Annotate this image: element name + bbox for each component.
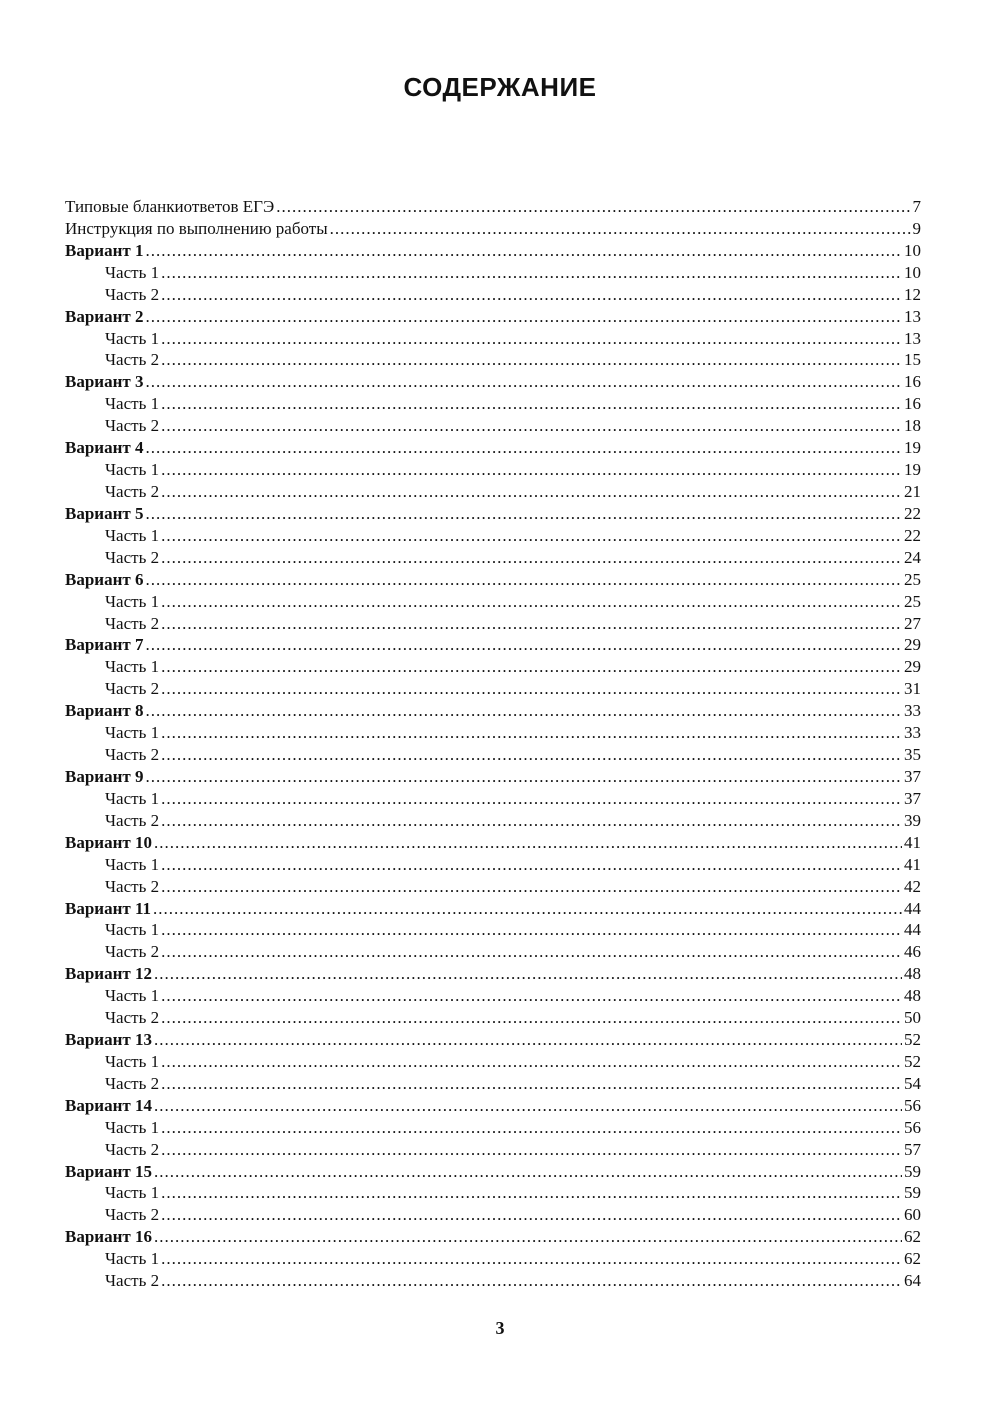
toc-part-entry[interactable] [65, 1270, 921, 1292]
toc-entry-page: 37 [904, 788, 921, 808]
toc-entry-label: Часть 1 [105, 525, 160, 545]
toc-dot-leader [161, 262, 902, 284]
toc-entry-page: 52 [904, 1051, 921, 1071]
toc-entry-label: Вариант 12 [65, 964, 152, 984]
toc-entry-label: Часть 1 [105, 1249, 160, 1269]
toc-dot-leader [153, 898, 902, 920]
toc-entry-label: Вариант 11 [65, 898, 152, 918]
toc-dot-leader [161, 591, 902, 613]
toc-entry[interactable] [65, 218, 921, 240]
toc-entry-page: 10 [904, 240, 921, 260]
toc-entry-label: Вариант 4 [65, 438, 144, 458]
toc-variant-entry[interactable] [65, 240, 921, 262]
toc-part-entry[interactable] [65, 744, 921, 766]
toc-dot-leader [145, 371, 902, 393]
toc-dot-leader [161, 284, 902, 306]
toc-entry-label: Вариант 5 [65, 503, 144, 523]
toc-entry-label: Вариант 2 [65, 306, 144, 326]
toc-dot-leader [161, 328, 902, 350]
toc-part-entry[interactable] [65, 722, 921, 744]
toc-entry-page: 16 [904, 372, 921, 392]
toc-part-entry[interactable] [65, 591, 921, 613]
toc-variant-entry[interactable] [65, 963, 921, 985]
toc-entry-label: Часть 2 [105, 1205, 160, 1225]
toc-dot-leader [276, 196, 910, 218]
page-number: 3 [495, 1318, 505, 1338]
toc-dot-leader [161, 459, 902, 481]
toc-entry-page: 33 [904, 701, 921, 721]
toc-entry-page: 33 [904, 723, 921, 743]
toc-entry-label: Часть 2 [105, 810, 160, 830]
toc-variant-entry[interactable] [65, 832, 921, 854]
toc-entry-page: 15 [904, 350, 921, 370]
toc-dot-leader [145, 503, 902, 525]
toc-dot-leader [161, 1204, 902, 1226]
toc-entry-page: 44 [904, 898, 921, 918]
toc-entry-label: Часть 1 [105, 1051, 160, 1071]
toc-entry-label: Вариант 10 [65, 832, 152, 852]
toc-variant-entry[interactable] [65, 1161, 921, 1183]
toc-part-entry[interactable] [65, 393, 921, 415]
toc-part-entry[interactable] [65, 656, 921, 678]
toc-entry-label: Вариант 14 [65, 1095, 152, 1115]
toc-entry-label: Часть 1 [105, 986, 160, 1006]
toc-entry-label: Часть 2 [105, 745, 160, 765]
toc-entry-page: 46 [904, 942, 921, 962]
toc-entry-page: 10 [904, 262, 921, 282]
toc-dot-leader [161, 722, 902, 744]
toc-dot-leader [154, 1161, 902, 1183]
toc-dot-leader [161, 1248, 902, 1270]
toc-entry-page: 29 [904, 635, 921, 655]
toc-entry-label: Часть 1 [105, 1117, 160, 1137]
toc-variant-entry[interactable] [65, 766, 921, 788]
toc-variant-entry[interactable] [65, 503, 921, 525]
toc-entry-page: 41 [904, 832, 921, 852]
toc-entry-page: 25 [904, 591, 921, 611]
toc-part-entry[interactable] [65, 919, 921, 941]
toc-entry-page: 60 [904, 1205, 921, 1225]
toc-entry-label: Часть 1 [105, 328, 160, 348]
page-title: СОДЕРЖАНИЕ [403, 72, 597, 102]
toc-entry-label: Вариант 16 [65, 1227, 152, 1247]
toc-part-entry[interactable] [65, 349, 921, 371]
toc-entry-label: Часть 1 [105, 591, 160, 611]
toc-entry-label: Вариант 15 [65, 1161, 152, 1181]
toc-entry-page: 39 [904, 810, 921, 830]
toc-dot-leader [161, 678, 902, 700]
toc-dot-leader [161, 810, 902, 832]
toc-entry-page: 64 [904, 1271, 921, 1291]
toc-dot-leader [161, 656, 902, 678]
toc-entry-label: Вариант 6 [65, 569, 144, 589]
toc-entry-label: Часть 1 [105, 394, 160, 414]
toc-entry-page: 56 [904, 1095, 921, 1115]
toc-entry-page: 16 [904, 394, 921, 414]
toc-part-entry[interactable] [65, 1139, 921, 1161]
toc-entry-page: 44 [904, 920, 921, 940]
toc-dot-leader [161, 854, 902, 876]
toc-dot-leader [161, 525, 902, 547]
toc-part-entry[interactable] [65, 613, 921, 635]
toc-entry-page: 42 [904, 876, 921, 896]
toc-part-entry[interactable] [65, 262, 921, 284]
toc-entry-label: Вариант 9 [65, 766, 144, 786]
toc-entry-label: Часть 2 [105, 416, 160, 436]
toc-dot-leader [161, 1007, 902, 1029]
toc-entry-page: 54 [904, 1073, 921, 1093]
toc-part-entry[interactable] [65, 788, 921, 810]
toc-part-entry[interactable] [65, 1051, 921, 1073]
toc-entry-label: Часть 2 [105, 942, 160, 962]
toc-part-entry[interactable] [65, 1182, 921, 1204]
toc-entry-label: Часть 1 [105, 788, 160, 808]
toc-dot-leader [161, 613, 902, 635]
toc-entry-page: 21 [904, 481, 921, 501]
toc-entry-label: Часть 1 [105, 262, 160, 282]
toc-part-entry[interactable] [65, 525, 921, 547]
toc-entry-label: Часть 2 [105, 679, 160, 699]
toc-dot-leader [145, 240, 902, 262]
toc-entry-label: Часть 1 [105, 920, 160, 940]
toc-dot-leader [161, 415, 902, 437]
toc-entry-page: 48 [904, 986, 921, 1006]
toc-variant-entry[interactable] [65, 437, 921, 459]
toc-variant-entry[interactable] [65, 569, 921, 591]
toc-entry-label: Вариант 8 [65, 701, 144, 721]
toc-entry-label: Часть 1 [105, 1183, 160, 1203]
toc-entry-page: 48 [904, 964, 921, 984]
toc-entry-page: 41 [904, 854, 921, 874]
toc-dot-leader [330, 218, 911, 240]
toc-dot-leader [161, 744, 902, 766]
toc-entry-label: Часть 2 [105, 1271, 160, 1291]
toc-entry-page: 29 [904, 657, 921, 677]
toc-dot-leader [145, 766, 902, 788]
toc-dot-leader [161, 1270, 902, 1292]
toc-entry-page: 24 [904, 547, 921, 567]
toc-dot-leader [154, 832, 902, 854]
toc-entry-page: 62 [904, 1249, 921, 1269]
toc-dot-leader [161, 481, 902, 503]
toc-entry-page: 13 [904, 306, 921, 326]
toc-entry-label: Часть 2 [105, 1008, 160, 1028]
toc-dot-leader [161, 349, 902, 371]
toc-entry-label: Часть 1 [105, 723, 160, 743]
toc-entry-label: Инструкция по выполнению работы [65, 218, 328, 238]
toc-part-entry[interactable] [65, 1117, 921, 1139]
toc-part-entry[interactable] [65, 985, 921, 1007]
toc-part-entry[interactable] [65, 459, 921, 481]
toc-entry-label: Вариант 1 [65, 240, 144, 260]
toc-variant-entry[interactable] [65, 634, 921, 656]
toc-part-entry[interactable] [65, 941, 921, 963]
toc-entry-label: Вариант 13 [65, 1030, 152, 1050]
toc-dot-leader [145, 634, 902, 656]
toc-entry-page: 22 [904, 525, 921, 545]
toc-entry-page: 19 [904, 438, 921, 458]
toc-dot-leader [145, 700, 902, 722]
toc-part-entry[interactable] [65, 1007, 921, 1029]
toc-dot-leader [161, 1182, 902, 1204]
toc-entry-label: Часть 2 [105, 547, 160, 567]
toc-dot-leader [154, 1095, 902, 1117]
toc-entry-label: Часть 2 [105, 613, 160, 633]
toc-dot-leader [145, 437, 902, 459]
toc-dot-leader [161, 941, 902, 963]
toc-dot-leader [161, 393, 902, 415]
toc-dot-leader [161, 547, 902, 569]
toc-entry-page: 50 [904, 1008, 921, 1028]
toc-entry-page: 52 [904, 1030, 921, 1050]
toc-entry-page: 12 [904, 284, 921, 304]
toc-dot-leader [154, 1226, 902, 1248]
toc-entry-page: 18 [904, 416, 921, 436]
toc-entry-page: 31 [904, 679, 921, 699]
toc-dot-leader [161, 985, 902, 1007]
toc-entry-label: Часть 2 [105, 1139, 160, 1159]
toc-variant-entry[interactable] [65, 306, 921, 328]
toc-entry-page: 56 [904, 1117, 921, 1137]
toc-part-entry[interactable] [65, 1073, 921, 1095]
toc-dot-leader [145, 306, 902, 328]
toc-dot-leader [161, 1117, 902, 1139]
toc-dot-leader [161, 1139, 902, 1161]
toc-variant-entry[interactable] [65, 1095, 921, 1117]
toc-entry-label: Часть 1 [105, 657, 160, 677]
toc-part-entry[interactable] [65, 547, 921, 569]
table-of-contents [65, 196, 921, 1292]
toc-entry-label: Часть 2 [105, 876, 160, 896]
toc-entry[interactable] [65, 196, 921, 218]
toc-part-entry[interactable] [65, 854, 921, 876]
toc-entry-page: 25 [904, 569, 921, 589]
toc-dot-leader [145, 569, 902, 591]
toc-entry-label: Часть 1 [105, 854, 160, 874]
toc-entry-page: 13 [904, 328, 921, 348]
toc-dot-leader [161, 876, 902, 898]
toc-entry-label: Часть 2 [105, 1073, 160, 1093]
toc-part-entry[interactable] [65, 678, 921, 700]
toc-part-entry[interactable] [65, 415, 921, 437]
toc-dot-leader [154, 1029, 902, 1051]
toc-entry-label: Часть 2 [105, 350, 160, 370]
toc-entry-page: 19 [904, 460, 921, 480]
toc-dot-leader [161, 788, 902, 810]
toc-entry-page: 35 [904, 745, 921, 765]
toc-entry-label: Вариант 7 [65, 635, 144, 655]
toc-variant-entry[interactable] [65, 898, 921, 920]
toc-entry-label: Типовые бланкиответов ЕГЭ [65, 197, 275, 216]
toc-dot-leader [161, 1051, 902, 1073]
toc-part-entry[interactable] [65, 481, 921, 503]
toc-entry-page: 22 [904, 503, 921, 523]
toc-entry-page: 27 [904, 613, 921, 633]
toc-entry-page: 59 [904, 1183, 921, 1203]
toc-variant-entry[interactable] [65, 371, 921, 393]
toc-part-entry[interactable] [65, 876, 921, 898]
toc-entry-label: Часть 2 [105, 284, 160, 304]
toc-entry-page: 9 [912, 218, 921, 238]
toc-entry-page: 37 [904, 766, 921, 786]
toc-entry-page: 57 [904, 1139, 921, 1159]
toc-entry-label: Часть 1 [105, 460, 160, 480]
toc-entry-label: Вариант 3 [65, 372, 144, 392]
toc-variant-entry[interactable] [65, 700, 921, 722]
toc-variant-entry[interactable] [65, 1029, 921, 1051]
toc-part-entry[interactable] [65, 284, 921, 306]
toc-dot-leader [161, 1073, 902, 1095]
toc-entry-page: 59 [904, 1161, 921, 1181]
toc-dot-leader [161, 919, 902, 941]
toc-entry-label: Часть 2 [105, 481, 160, 501]
toc-part-entry[interactable] [65, 328, 921, 350]
toc-variant-entry[interactable] [65, 1226, 921, 1248]
toc-entry-page: 62 [904, 1227, 921, 1247]
toc-part-entry[interactable] [65, 1204, 921, 1226]
toc-dot-leader [154, 963, 902, 985]
toc-part-entry[interactable] [65, 810, 921, 832]
toc-part-entry[interactable] [65, 1248, 921, 1270]
toc-entry-page: 7 [912, 197, 921, 216]
